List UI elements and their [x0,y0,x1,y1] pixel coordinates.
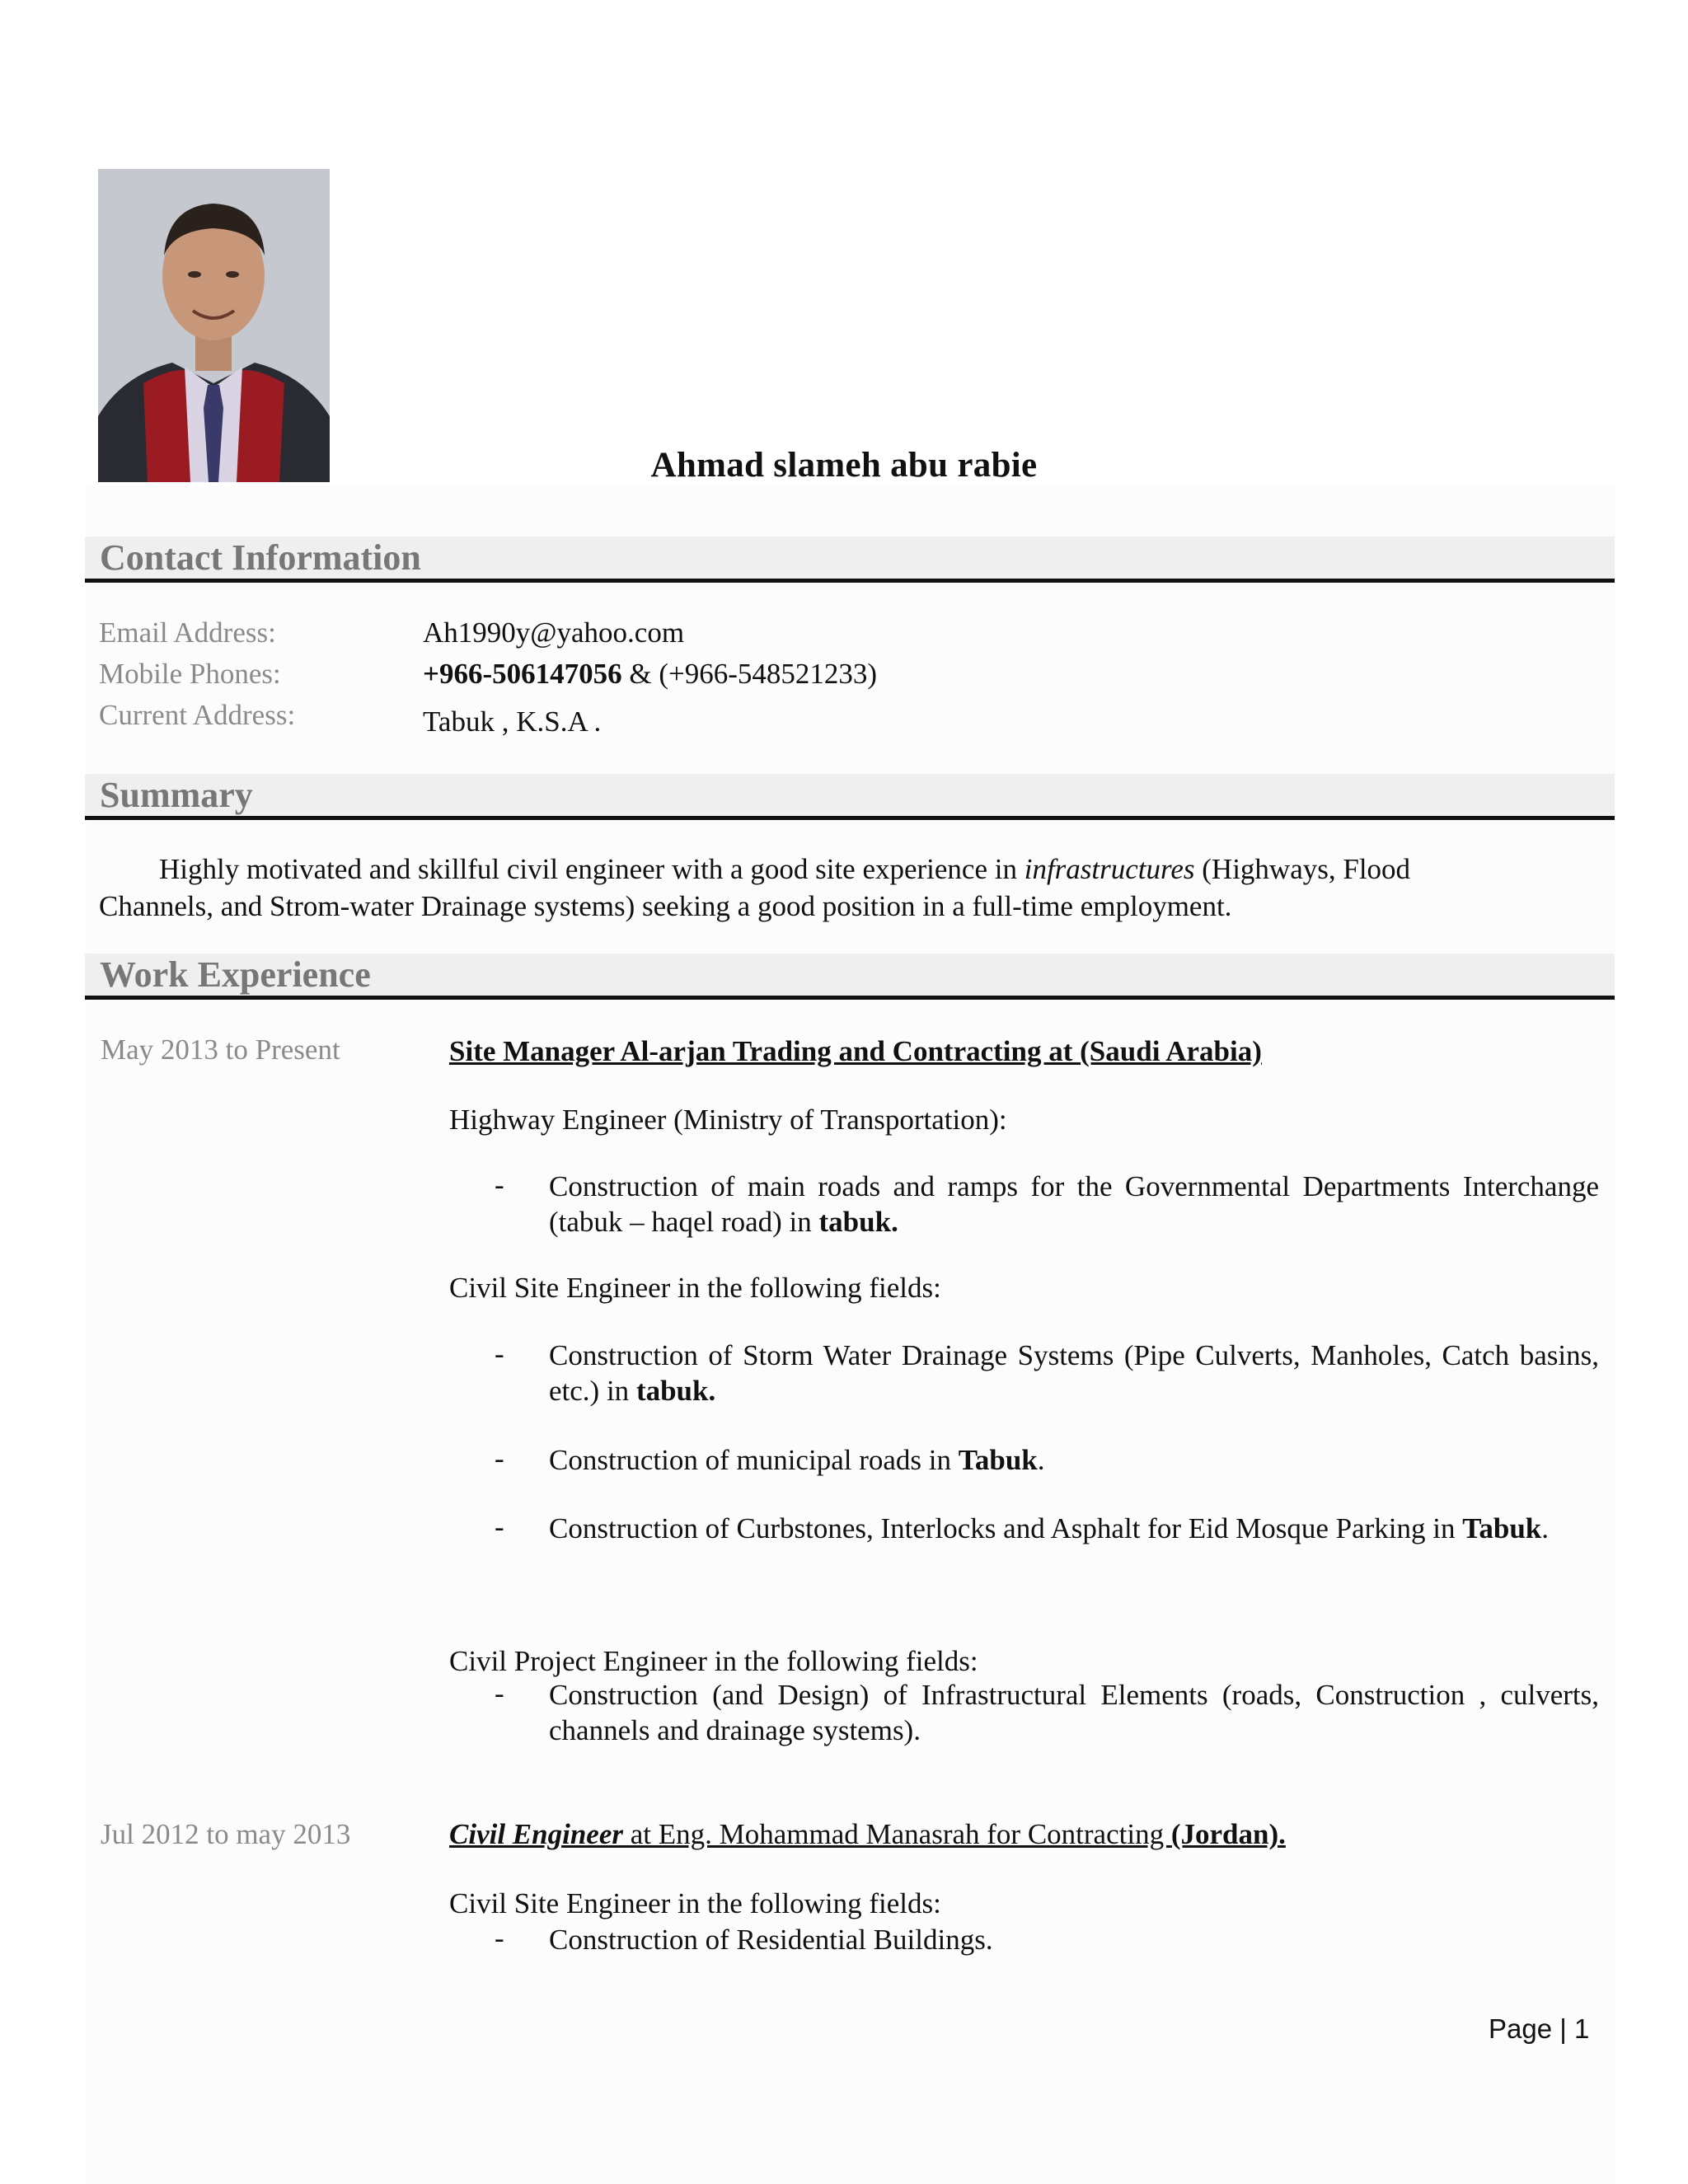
summary-text: (Highways, Flood [1194,853,1411,885]
bullet-dash: - [495,1677,504,1709]
section-title: Work Experience [100,954,371,995]
job-title [449,1818,1286,1851]
summary-line-2: Channels, and Strom-water Drainage systems) seeking a good position in a full-time employment. [99,890,1232,922]
bullet-dash: - [495,1442,504,1474]
section-title: Summary [100,775,253,815]
job-title-role: Civil Engineer [449,1818,623,1850]
summary-text: Highly motivated and skillful civil engineer with a good site experience in [159,853,1025,885]
page-number: Page | 1 [1489,2013,1590,2044]
bullet-bold: Tabuk [958,1444,1038,1476]
bullet-body: Construction of Storm Water Drainage Systems (Pipe Culverts, Manholes, Catch basins, etc.) in [549,1339,1599,1407]
bullet-text: Construction of Residential Buildings. [549,1924,993,1956]
phone-primary: +966-506147056 [423,658,622,690]
summary-emphasis: infrastructures [1024,853,1195,885]
summary-line-1 [99,851,1607,888]
bullet-body: Construction of Curbstones, Interlocks and Asphalt for Eid Mosque Parking in [549,1512,1463,1544]
address-value: Tabuk , K.S.A . [423,705,602,738]
job-role: Highway Engineer (Ministry of Transportation): [449,1104,1007,1136]
bullet-end: . [1037,1444,1045,1476]
job-role: Civil Site Engineer in the following fields: [449,1272,941,1304]
bullet-dash: - [495,1511,504,1543]
job-title: Site Manager Al-arjan Trading and Contracting at (Saudi Arabia) [449,1035,1262,1067]
phones-value [423,658,877,691]
bullet-text [549,1442,1599,1478]
address-label: Current Address: [99,699,296,731]
bullet-text [549,1338,1599,1408]
bullet-bold: Tabuk [1462,1512,1542,1544]
bullet-bold: tabuk. [818,1206,898,1238]
phone-separator: & [629,658,652,690]
bullet-dash: - [495,1169,504,1201]
job-role: Civil Project Engineer in the following fields: [449,1645,978,1677]
email-value: Ah1990y@yahoo.com [423,616,685,649]
bullet-bold: tabuk. [635,1375,716,1407]
job-title-company: at Eng. Mohammad Manasrah for Contracting [623,1818,1171,1850]
section-title: Contact Information [100,537,421,578]
section-header-summary [85,774,1615,820]
job-title-country: (Jordan). [1170,1818,1286,1850]
phone-secondary: (+966-548521233) [659,658,878,690]
bullet-text [549,1169,1599,1240]
phones-label: Mobile Phones: [99,658,281,690]
section-header-contact [85,537,1615,583]
job-role: Civil Site Engineer in the following fields: [449,1887,941,1919]
applicant-name: Ahmad slameh abu rabie [650,446,1038,485]
bullet-body: Construction of main roads and ramps for the Governmental Departments Interchange (tabuk – haqel road) in [549,1170,1599,1238]
job-period: May 2013 to Present [101,1033,340,1066]
summary-paragraph [99,851,1607,925]
bullet-end: . [1541,1512,1549,1544]
email-label: Email Address: [99,616,276,649]
bullet-text: Construction (and Design) of Infrastructural Elements (roads, Construction , culverts, channels and drainage systems). [549,1679,1599,1746]
bullet-body: Construction of municipal roads in [549,1444,959,1476]
bullet-dash: - [495,1338,504,1370]
section-header-work [85,954,1615,1000]
bullet-text [549,1511,1599,1546]
person-portrait-icon [98,169,330,482]
profile-photo [98,169,330,482]
job-period: Jul 2012 to may 2013 [101,1818,351,1850]
bullet-dash: - [495,1922,504,1954]
